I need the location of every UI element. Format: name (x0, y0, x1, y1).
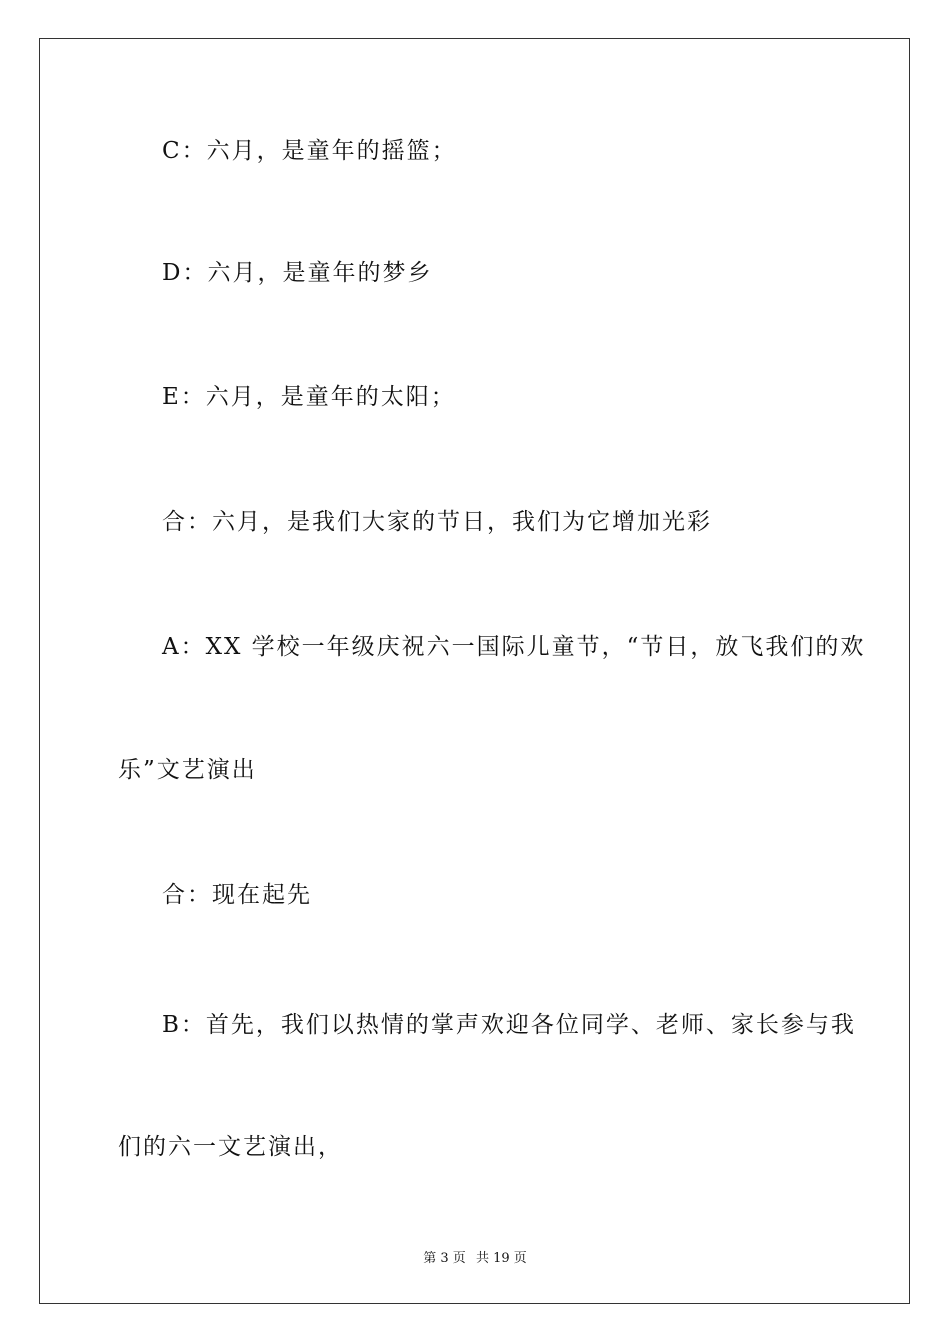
page-footer (0, 1247, 950, 1266)
text-line-a: A：XX 学校一年级庆祝六一国际儿童节，“节日，放飞我们的欢 (162, 634, 866, 660)
text-line-a-continued: 乐”文艺演出 (118, 757, 257, 783)
text-line-d: D：六月，是童年的梦乡 (162, 260, 433, 286)
text-line-b-continued: 们的六一文艺演出， (118, 1134, 343, 1160)
page-number: 第 3 页 (423, 1251, 466, 1266)
text-line-chorus: 合：六月，是我们大家的节日，我们为它增加光彩 (162, 509, 712, 535)
text-line-b: B：首先，我们以热情的掌声欢迎各位同学、老师、家长参与我 (162, 1012, 856, 1038)
text-line-chorus-start: 合：现在起先 (162, 882, 312, 908)
text-line-e: E：六月，是童年的太阳； (162, 384, 456, 410)
total-pages: 共 19 页 (475, 1251, 527, 1266)
page-border (39, 38, 910, 1304)
text-line-c: C：六月，是童年的摇篮； (162, 138, 457, 164)
